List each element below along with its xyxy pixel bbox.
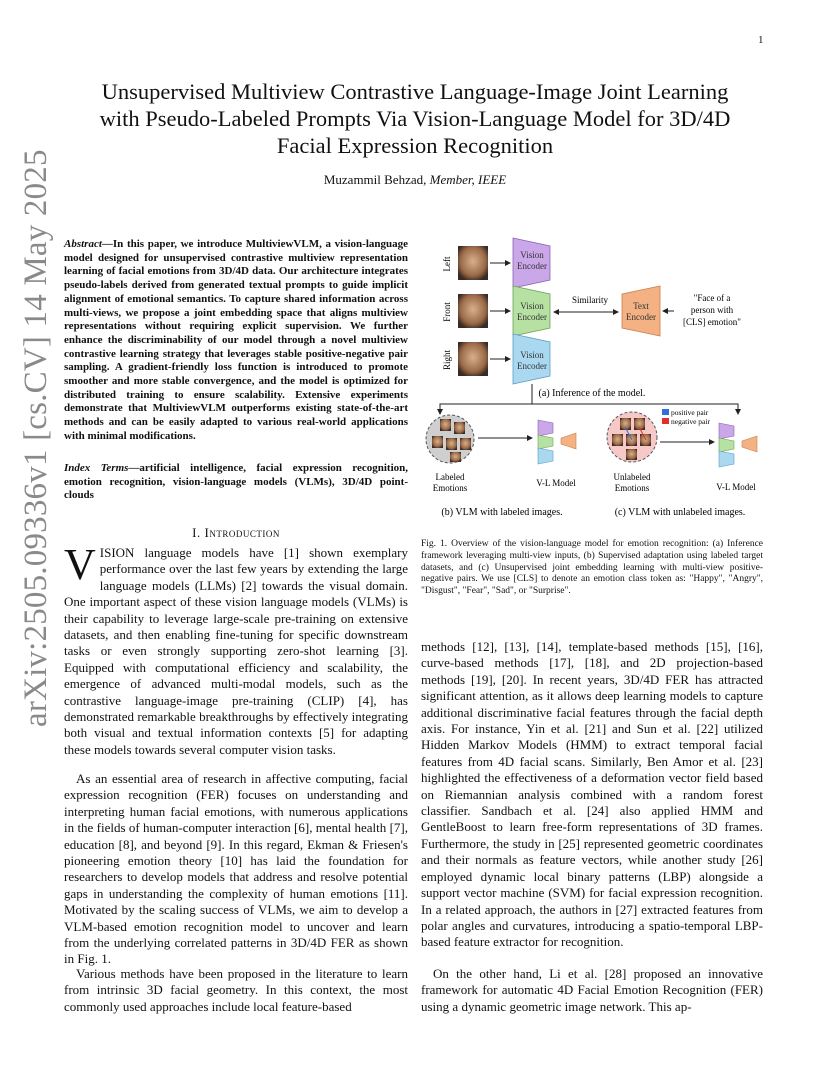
vl-model-b-vision-3 (538, 448, 553, 464)
prompt-line-2: person with (690, 305, 734, 315)
similarity-label: Similarity (572, 295, 608, 305)
text-encoder-label: Text (633, 301, 649, 311)
right-paragraph-1: methods [12], [13], [14], template-based methods [15], [16], curve-based methods [17], [18], and 2D projection-based methods [19], [20]. In recent years, 3D/4D FER has attracted significant attention, as it allows deep learning models to capture additional discriminative facial features through the facial depth axis. For instance, Yin et al. [21] and Sun et al. [22] utilized Hidden Markov Models (HMM) to extract temporal facial features from 4D facial scans. Similarly, Ben Amor et al. [23] highlighted the effectiveness of a deformation vector field based on Riemannian analysis combined with a random forest classifier. Sandbach et al. [24] also applied HMM and GentleBoost to learn free-form representations of 3D frames. Furthermore, the study in [25] represented geometric coordinates and their normals as feature vectors, while another study [26] employed dynamic local binary patterns (LBP) alongside a support vector machine (SVM) for facial expression recognition. In a related approach, the authors in [27] extracted features from polar angles and curvatures, introducing a spatio-temporal LBP-based feature extractor for recognition. (421, 639, 763, 950)
labeled-emotions-label: Labeled (435, 472, 465, 482)
subcaption-b: (b) VLM with labeled images. (441, 507, 563, 518)
unlabeled-emotions-label: Unlabeled (613, 472, 651, 482)
labeled-face (454, 422, 465, 434)
unlabeled-emotions-label-2: Emotions (614, 483, 650, 493)
prompt-line-3: [CLS] emotion" (683, 317, 741, 327)
legend-negative-label: negative pair (671, 417, 710, 426)
connector (440, 384, 532, 414)
vision-encoder-front (513, 286, 550, 336)
labeled-face (446, 438, 457, 450)
view-label-left: Left (442, 256, 452, 272)
face-image-right (458, 342, 488, 376)
unlabeled-face (626, 449, 637, 460)
legend-negative-swatch (662, 418, 669, 424)
vision-encoder-right-label-2: Encoder (517, 361, 547, 371)
author-line (200, 172, 630, 188)
paper-title: Unsupervised Multiview Contrastive Language-Image Joint Learning with Pseudo-Labeled Prompts Via Vision-Language Model for 3D/4D Facial Expression Recognition (99, 79, 731, 158)
intro-paragraph-2: As an essential area of research in affective computing, facial expression recognition (FER) focuses on understanding and interpreting human facial emotions, with numerous applications in the fields of human-computer interaction [6], mental health [7], education [8], and beyond [9]. In this regard, Ekman & Friesen's pioneering emotion theory [10] has laid the foundation for researchers to develop models that address and resolve potential gaps in understanding the complexity of human emotions [11]. Motivated by the scaling success of VLMs, we aim to develop a VLM-based emotion recognition model to uncover and learn from the underlying correlated patterns in 3D/4D FER as shown in Fig. 1. (64, 771, 408, 967)
vl-model-b-vision-2 (538, 435, 553, 449)
vl-model-label-c: V-L Model (716, 482, 756, 492)
author-name: Muzammil Behzad, (323, 172, 427, 187)
text-encoder-label-2: Encoder (626, 312, 656, 322)
labeled-face (450, 452, 461, 462)
labeled-face (440, 419, 451, 431)
vl-model-c-text (742, 436, 757, 452)
vision-encoder-front-label-2: Encoder (517, 312, 547, 322)
figure-1 (420, 232, 765, 524)
vl-model-label-b: V-L Model (536, 478, 576, 488)
labeled-face (432, 436, 443, 448)
section-heading: I. Introduction (192, 525, 280, 540)
vl-model-c-vision-2 (719, 438, 734, 452)
labeled-face (460, 438, 471, 450)
vl-model-c-vision-1 (719, 423, 734, 439)
subcaption-c: (c) VLM with unlabeled images. (614, 507, 746, 518)
legend-positive-swatch (662, 409, 669, 415)
abstract (64, 238, 408, 444)
face-image-front (458, 294, 488, 328)
view-label-front: Front (442, 302, 452, 322)
author-affiliation: Member, IEEE (429, 172, 507, 187)
vl-model-c-vision-3 (719, 451, 734, 467)
vision-encoder-right-label: Vision (520, 350, 544, 360)
labeled-emotions-label-2: Emotions (432, 483, 468, 493)
legend-positive-label: positive pair (671, 408, 709, 417)
intro-paragraph-1 (64, 540, 408, 758)
view-label-right: Right (442, 349, 452, 371)
intro-paragraph-3: Various methods have been proposed in the literature to learn from intrinsic 3D facial geometry. In this context, the most commonly used approaches include local feature-based (64, 966, 408, 1014)
abstract-label: Abstract (64, 238, 102, 250)
drop-cap: V (64, 540, 96, 589)
vision-encoder-left-label-2: Encoder (517, 261, 547, 271)
vision-encoder-front-label: Vision (520, 301, 544, 311)
intro-paragraph-1-text: ISION language models have [1] shown exemplary performance over the last few years by extending the large language models (LLMs) [2] towards the visual domain. One important aspect of these vision language models (VLMs) is their capability to leverage large-scale pre-training on extensive datasets, and then enabling fine-tuning for specific downstream tasks or even strongly supporting zero-shot learning [3]. Equipped with computational efficiency and scalability, the emergence of advanced multi-modal models, such as the contrastive language-image pre-training (CLIP) [4], has demonstrated remarkable breakthroughs by effectively integrating both visual and textual information contexts [5] for adapting these models towards several computer vision tasks. (64, 545, 408, 757)
right-paragraph-2: On the other hand, Li et al. [28] proposed an innovative framework for automatic 4D Facial Emotion Recognition (FER) using a dynamic geometric image network. This ap- (421, 966, 763, 1014)
figure-caption: Fig. 1. Overview of the vision-language model for emotion recognition: (a) Inference framework leveraging multi-view inputs, (b) Supervised adaptation using labeled target datasets, and (c) Unsupervised joint embedding learning with multi-view positive-negative pairs. We use [CLS] to denote an emotion class token as: "Happy", "Angry", "Disgust", "Fear", "Sad", or "Surprise". (421, 539, 763, 597)
arxiv-stamp: arXiv:2505.09336v1 [cs.CV] 14 May 2025 (18, 149, 54, 727)
abstract-text: —In this paper, we introduce MultiviewVLM, a vision-language model designed for unsupervised contrastive multiview representation learning of facial emotions from 3D/4D data. Our architecture integrates pseudo-labels derived from generated textual prompts to guide implicit alignment of emotional semantics. To capture shared information across multi-views, we propose a joint embedding space that aligns multiview representations without requiring explicit supervision. We further enhance the discriminability of our model through a novel multiview contrastive learning strategy that leverages stable positive-negative pair sampling. A gradient-friendly loss function is introduced to promote smoother and more stable convergence, and the model is optimized for distributed training to ensure scalability. Extensive experiments demonstrate that MultiviewVLM outperforms existing state-of-the-art methods and can be easily adapted to various real-world applications with minimal modifications. (64, 238, 408, 442)
vision-encoder-left-label: Vision (520, 250, 544, 260)
page-number: 1 (758, 34, 764, 46)
vl-model-b-vision-1 (538, 420, 553, 436)
index-terms-text: —artificial intelligence, facial expression recognition, emotion recognition, vision-language models (VLMs), 3D/4D point-clouds (64, 462, 408, 502)
prompt-line-1: "Face of a (693, 293, 731, 303)
face-image-left (458, 246, 488, 280)
index-terms-label: Index Terms (64, 462, 129, 474)
vl-model-b-text (561, 433, 576, 449)
index-terms (64, 462, 408, 503)
unlabeled-face (612, 434, 623, 446)
subcaption-a: (a) Inference of the model. (538, 388, 646, 399)
text-encoder (622, 286, 660, 336)
